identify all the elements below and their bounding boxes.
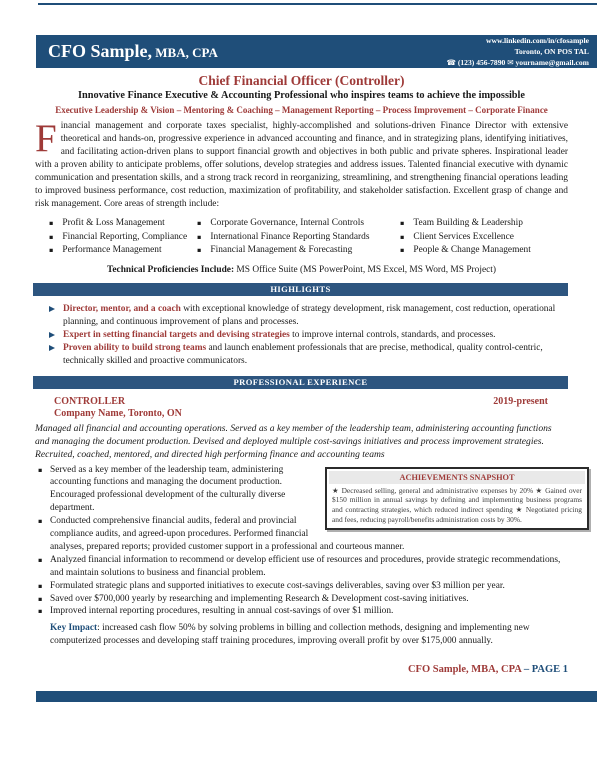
bullet-icon: ▪ <box>197 232 202 241</box>
tagline: Innovative Finance Executive & Accounting Professional who inspires teams to achieve the impossible <box>78 90 525 101</box>
core-strength-label: Performance Management <box>62 245 162 255</box>
experience-heading-row <box>35 396 568 407</box>
drop-cap: F <box>35 117 57 160</box>
list-item <box>49 231 197 245</box>
header-bar <box>36 35 597 68</box>
highlight-bold: Proven ability to build strong teams <box>63 342 207 353</box>
core-strength-label: People & Change Management <box>413 245 531 255</box>
experience-item-text: Conducted comprehensive financial audits, federal and provincial compliance audits, and agreed-upon procedures. Performed financial analyses, prepared reports; provided customer support in a professional and courteous manner. <box>50 516 405 552</box>
key-impact-text: : increased cash flow 50% by solving problems in billing and collection methods, designing and implementing new computerized processes and developing staff training procedures, improving overall profit by over $175,000 annually. <box>50 623 530 647</box>
arrow-bullet-icon <box>49 345 55 351</box>
experience-body <box>35 464 582 619</box>
bullet-icon: ▪ <box>197 219 202 227</box>
summary-paragraph <box>35 117 568 211</box>
highlight-bold: Expert in setting financial targets and devising strategies <box>63 329 290 340</box>
experience-item <box>35 554 568 580</box>
role-title: CONTROLLER <box>54 395 126 407</box>
role-summary: Managed all financial and accounting operations. Served as a key member of the leadership team, administering accounting functions and managing the document production. Devised and deployed multiple cost-savings initiatives and process improvement strategies. Recruited, coached, mentored, and directed high performing finance and accounting teams <box>35 422 552 460</box>
experience-item <box>35 593 568 606</box>
highlight-item <box>48 303 564 329</box>
bullet-icon: ▪ <box>38 607 43 616</box>
experience-item-text: Saved over $700,000 yearly by researching and implementing Research & Development cost-saving initiatives. <box>50 593 469 604</box>
tech-proficiencies <box>35 265 568 275</box>
page-footer <box>408 664 568 675</box>
core-strength-label: International Finance Reporting Standards <box>210 231 370 242</box>
phone-icon: ☎ <box>446 58 456 67</box>
tech-proficiencies-label: Technical Proficiencies Include: <box>107 264 235 275</box>
section-header-highlights: HIGHLIGHTS <box>33 283 568 296</box>
highlight-item <box>48 329 564 342</box>
bullet-icon: ▪ <box>38 465 43 474</box>
core-strengths-column <box>197 217 400 258</box>
footer-name: CFO Sample, MBA, CPA <box>407 664 522 675</box>
contact-email: yourname@gmail.com <box>513 58 589 67</box>
snapshot-title: ACHIEVEMENTS SNAPSHOT <box>329 471 585 484</box>
bullet-icon: ▪ <box>49 246 54 254</box>
candidate-name-credentials: MBA, CPA <box>152 45 218 60</box>
list-item <box>400 231 568 245</box>
bullet-icon: ▪ <box>49 219 54 227</box>
experience-item <box>35 515 568 554</box>
contact-linkedin: www.linkedin.com/in/cfosample <box>486 36 589 45</box>
experience-item <box>35 605 568 618</box>
bullet-icon: ▪ <box>197 246 202 254</box>
core-strength-label: Team Building & Leadership <box>413 218 523 228</box>
highlight-item <box>48 342 564 368</box>
candidate-name-main: CFO Sample, <box>48 41 153 61</box>
bullet-icon: ▪ <box>400 246 405 254</box>
experience-item-text: Served as a key member of the leadership team, administering accounting functions and managing the document production. Encouraged professional development of the culturally diverse department. <box>50 464 286 514</box>
core-strength-label: Corporate Governance, Internal Controls <box>210 218 364 228</box>
experience-item <box>35 464 568 516</box>
core-strengths-column <box>49 217 197 258</box>
list-item <box>400 217 568 231</box>
highlight-text: to improve internal controls, standards, and processes. <box>289 329 496 340</box>
company-name: Company Name, Toronto, ON <box>54 407 182 419</box>
role-dates: 2019-present <box>493 395 548 407</box>
core-strength-label: Financial Management & Forecasting <box>210 245 353 255</box>
resume-content <box>35 68 582 648</box>
list-item <box>49 244 197 258</box>
keywords-line: Executive Leadership & Vision – Mentoring & Coaching – Management Reporting – Process Improvement – Corporate Finance <box>55 105 548 115</box>
contact-phone-email <box>446 57 589 68</box>
snapshot-text: ★ Decreased selling, general and administrative expenses by 20% ★ Gained over $150 million in annual savings by defining and implementing business programs and contracting strategies, which reduced indirect spending ★ Negotiated pricing and fees, reducing payroll/benefits administration costs by 30%. <box>332 485 582 524</box>
email-icon: ✉ <box>507 58 514 67</box>
core-strengths-column <box>400 217 568 258</box>
bullet-icon: ▪ <box>400 219 405 227</box>
contact-block <box>446 35 589 68</box>
bullet-icon: ▪ <box>38 517 43 526</box>
candidate-name <box>48 41 218 62</box>
experience-item-text: Formulated strategic plans and supported initiatives to execute cost-savings deliverables, saving over $3 million per year. <box>50 580 505 591</box>
core-strength-label: Client Services Excellence <box>413 231 514 242</box>
key-impact <box>50 622 568 648</box>
tech-proficiencies-text: MS Office Suite (MS PowerPoint, MS Excel, MS Word, MS Project) <box>234 264 496 275</box>
bullet-icon: ▪ <box>38 594 43 603</box>
bullet-icon: ▪ <box>38 581 43 590</box>
highlight-bold: Director, mentor, and a coach <box>63 303 181 314</box>
contact-location: Toronto, ON POS TAL <box>514 47 589 56</box>
list-item <box>197 244 400 258</box>
key-impact-label: Key Impact <box>50 623 98 634</box>
highlights-list <box>35 303 568 368</box>
list-item <box>197 217 400 231</box>
arrow-bullet-icon <box>49 332 55 338</box>
bullet-icon: ▪ <box>49 232 54 241</box>
core-strength-label: Profit & Loss Management <box>62 218 165 228</box>
bullet-icon: ▪ <box>38 555 43 564</box>
list-item <box>197 231 400 245</box>
section-header-experience: PROFESSIONAL EXPERIENCE <box>33 376 568 389</box>
arrow-bullet-icon <box>49 306 55 312</box>
list-item <box>49 217 197 231</box>
experience-item <box>35 580 568 593</box>
top-rule <box>38 3 597 5</box>
experience-item-text: Improved internal reporting procedures, resulting in annual cost-savings of over $1 million. <box>50 606 394 617</box>
contact-phone: (123) 456-7890 <box>455 58 508 67</box>
highlight-text: with exceptional knowledge of strategy development, risk management, cost reduction, operational planning, and continuous improvement of plans and processes. <box>63 303 556 327</box>
highlight-text: and launch enablement professionals that are precise, methodical, quality control-centric, technically skilled and proactive communicators. <box>63 342 543 366</box>
experience-bullets <box>35 464 568 619</box>
job-title: Chief Financial Officer (Controller) <box>198 73 405 88</box>
core-strengths-list <box>35 217 568 258</box>
core-strength-label: Financial Reporting, Compliance <box>62 231 188 242</box>
list-item <box>400 244 568 258</box>
footer-page-number: – PAGE 1 <box>521 664 568 675</box>
bottom-bar <box>36 691 597 702</box>
experience-item-text: Analyzed financial information to recommend or develop efficient use of resources and procedures, provide strategic recommendations, and maintain solutions to business and financial problem. <box>50 554 561 578</box>
summary-text: inancial management and corporate taxes specialist, highly-accomplished and solutions-driven Finance Director with extensive theoretical and hands-on, progressive experience in advanced accounting and finance, and in strategizing plans, identifying initiatives, and facilitating action-driven plans to support financial growth and objectives in both public and private spheres. Inspirational leader with a proven ability to anticipate problems, offer solutions, develop strategies and address issues. Talented financial executive with dynamic communication and presentation skills, and a strong track record in reorganizing, streamlining, and strengthening financial operations leading to improved business performance, cost reduction, maximization of profitability, and stakeholder satisfaction. Excellent grasp of change and risk management. Core areas of strength include: <box>35 121 568 209</box>
bullet-icon: ▪ <box>400 232 405 241</box>
